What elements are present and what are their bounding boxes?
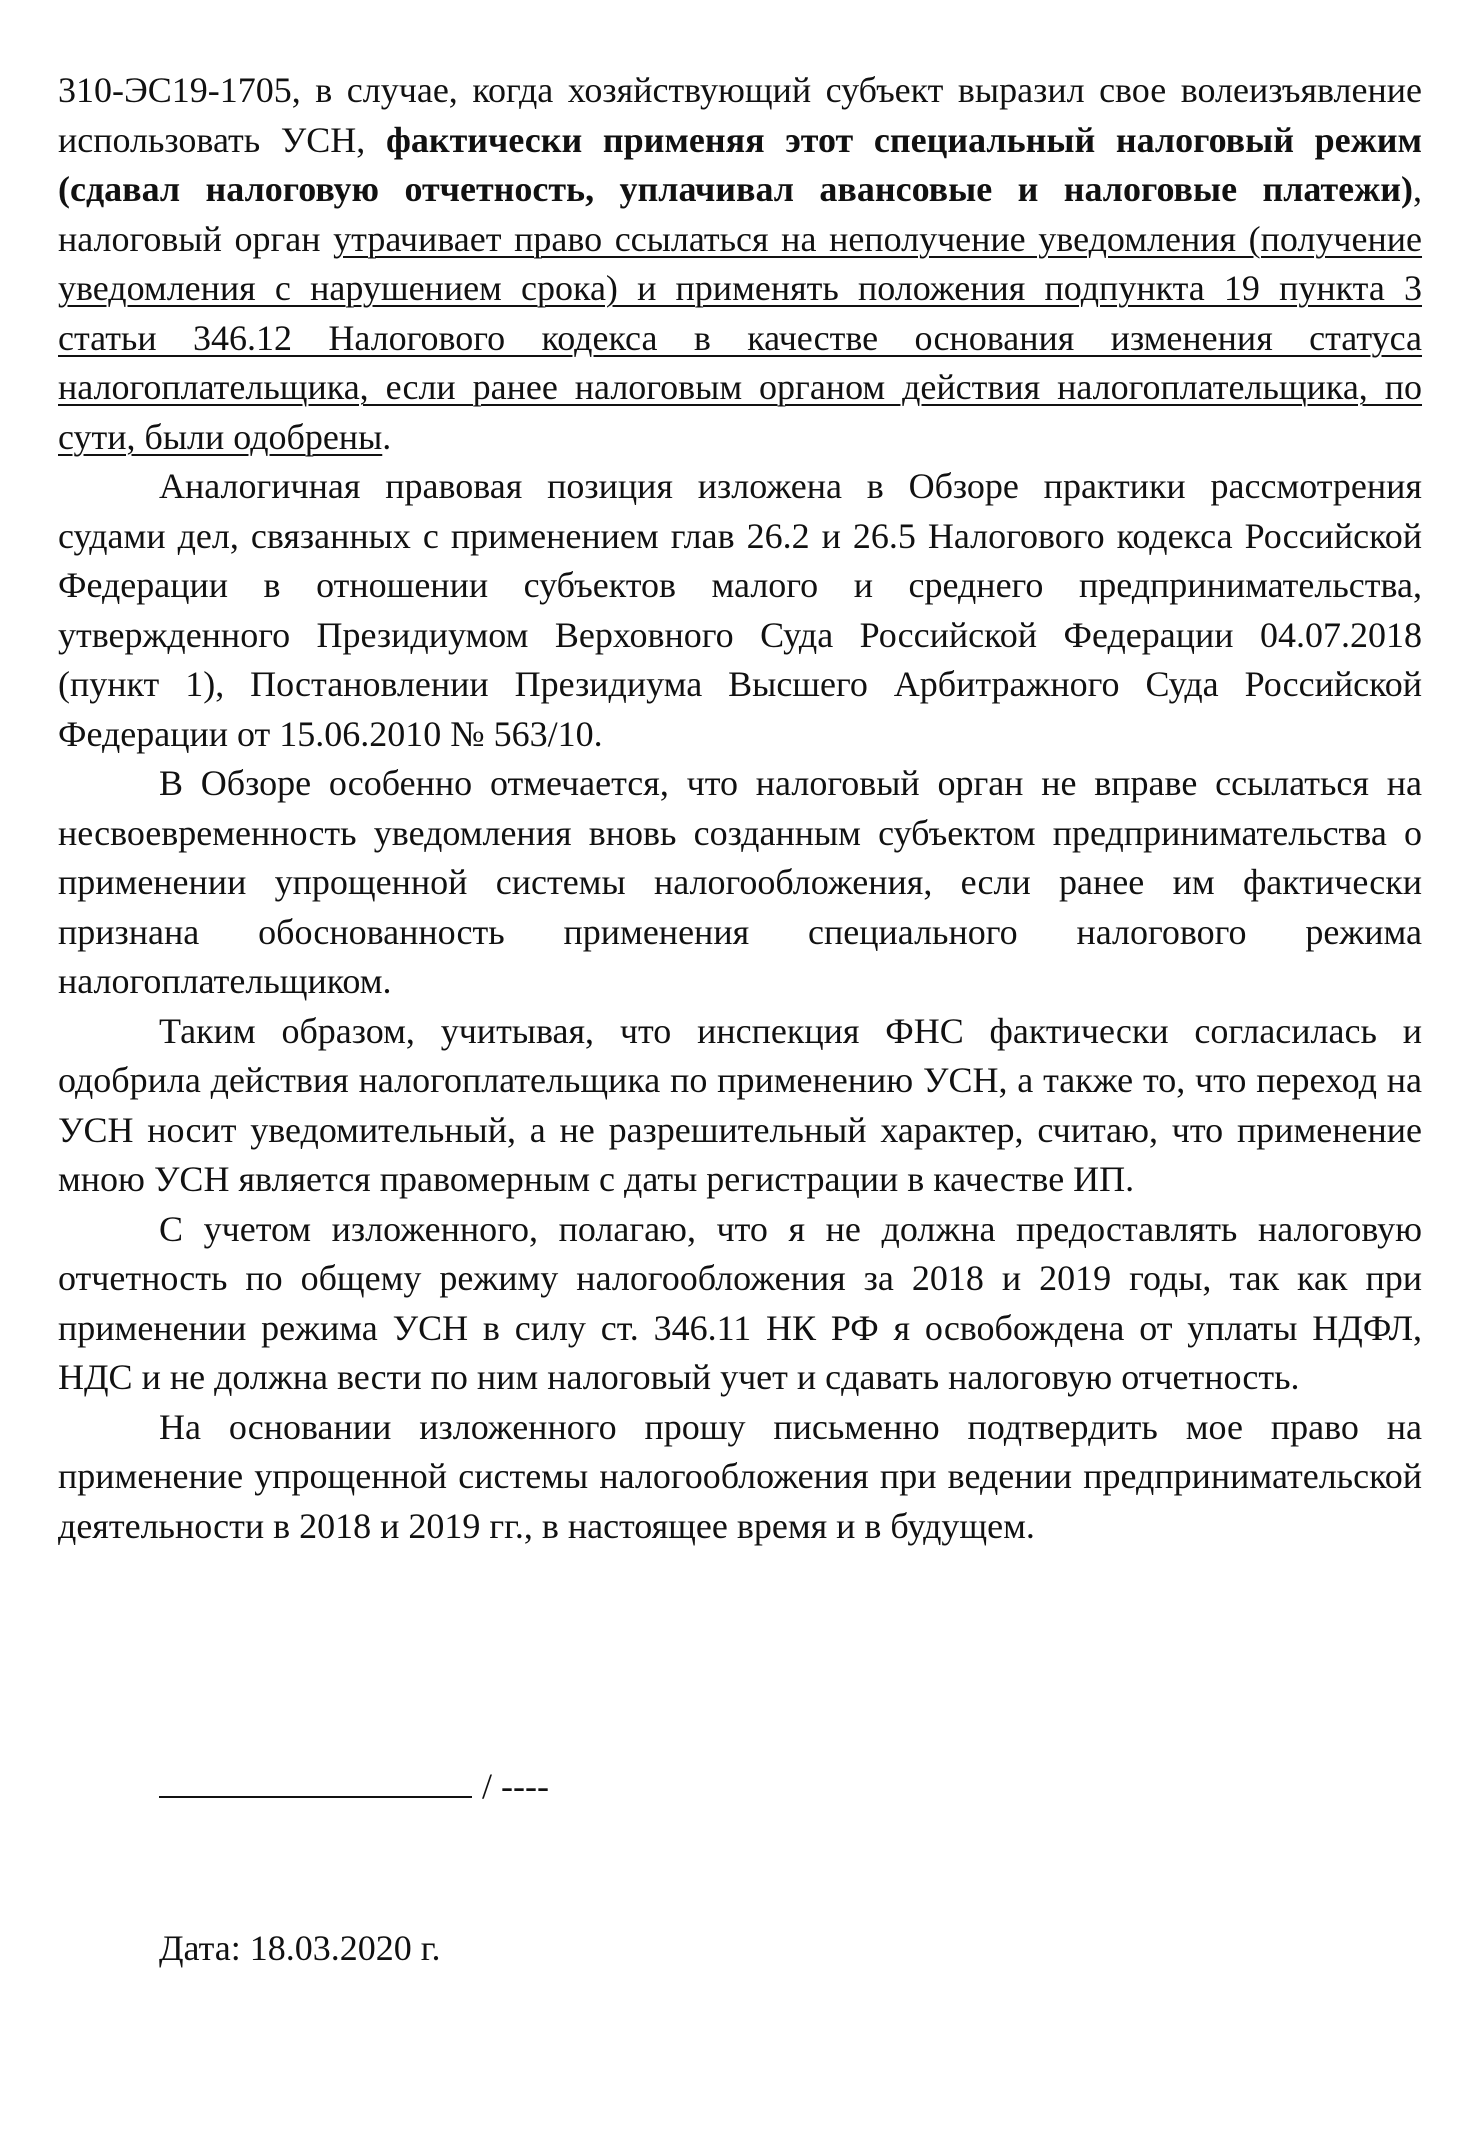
paragraph-1-end: .: [382, 416, 392, 457]
paragraph-5: С учетом изложенного, полагаю, что я не должна предоставлять налоговую отчетность по общему режиму налогообложения за 2018 и 2019 годы, так как при применении режима УСН в силу ст. 346.11 НК РФ я освобождена от уплаты НДФЛ, НДС и не должна вести по ним налоговый учет и сдавать налоговую отчетность.: [58, 1208, 1422, 1397]
signature-line: [159, 1766, 472, 1798]
paragraph-6: На основании изложенного прошу письменно подтвердить мое право на применение упрощенной системы налогообложения при ведении предпринимательской деятельности в 2018 и 2019 гг., в настоящее время и в будущем.: [58, 1406, 1422, 1546]
signature-block: [159, 1762, 549, 1812]
document-body: [58, 66, 1422, 1551]
document-date: Дата: 18.03.2020 г.: [159, 1928, 441, 1968]
paragraph-1: [58, 66, 1422, 462]
paragraph-4: Таким образом, учитывая, что инспекция ФНС фактически согласилась и одобрила действия налогоплательщика по применению УСН, а также то, что переход на УСН носит уведомительный, а не разрешительный характер, считаю, что применение мною УСН является правомерным с даты регистрации в качестве ИП.: [58, 1010, 1422, 1199]
paragraph-1-underlined: утрачивает право ссылаться на неполучение уведомления (получение уведомления с нарушением срока) и применять положения подпункта 19 пункта 3 статьи 346.12 Налогового кодекса в качестве основания изменения статуса налогоплательщика, если ранее налоговым органом действия налогоплательщика, по сути, были одобрены: [58, 218, 1423, 457]
paragraph-1-middle: , налоговый орган: [58, 169, 1422, 259]
signature-suffix: / ----: [482, 1766, 549, 1806]
paragraph-1-start: 310-ЭС19-1705, в случае, когда хозяйствующий субъект выразил свое волеизъявление использовать УСН,: [58, 70, 1422, 160]
paragraph-3: В Обзоре особенно отмечается, что налоговый орган не вправе ссылаться на несвоевременность уведомления вновь созданным субъектом предпринимательства о применении упрощенной системы налогообложения, если ранее им фактически признана обоснованность применения специального налогового режима налогоплательщиком.: [58, 763, 1422, 1001]
paragraph-2: Аналогичная правовая позиция изложена в Обзоре практики рассмотрения судами дел, связанных с применением глав 26.2 и 26.5 Налогового кодекса Российской Федерации в отношении субъектов малого и среднего предпринимательства, утвержденного Президиумом Верховного Суда Российской Федерации 04.07.2018 (пункт 1), Постановлении Президиума Высшего Арбитражного Суда Российской Федерации от 15.06.2010 № 563/10.: [58, 466, 1422, 754]
paragraph-1-bold: фактически применяя этот специальный налоговый режим (сдавал налоговую отчетность, уплачивал авансовые и налоговые платежи): [58, 119, 1422, 209]
